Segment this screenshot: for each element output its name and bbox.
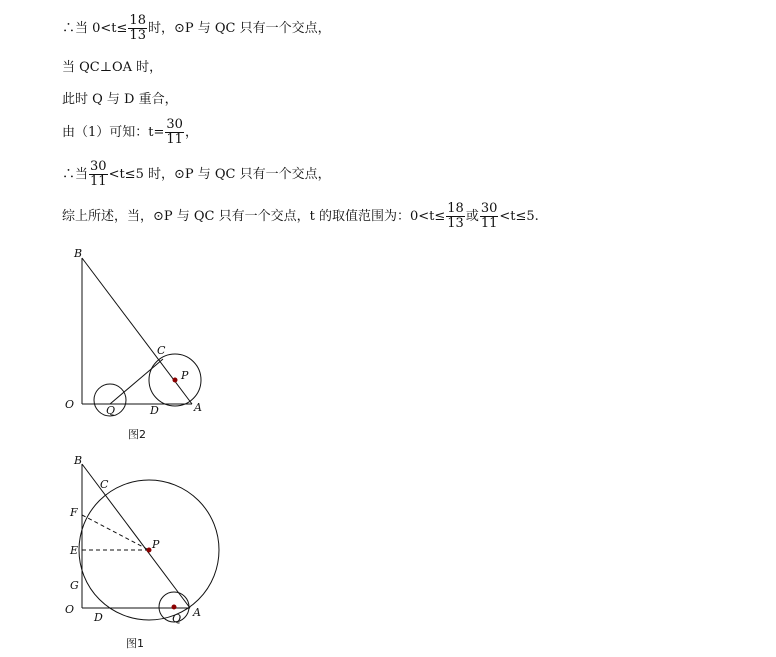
label-c: C: [100, 478, 109, 491]
fraction: $\frac{30}{11}$: [480, 201, 498, 231]
fraction: $\frac{30}{11}$: [166, 117, 183, 147]
figure-2-drawing: [60, 242, 220, 442]
label-q: Q: [106, 404, 116, 417]
label-d: D: [94, 611, 103, 624]
label-b: B: [74, 247, 83, 260]
segment-ab: [82, 464, 190, 608]
fraction: $\frac{18}{13}$: [129, 13, 146, 43]
solution-line-4: 由（1）可知：t= $\frac{30}{11}$ ，: [62, 117, 198, 147]
solution-line-1: ∴当 0<t≤ $\frac{18}{13}$ 时，⊙P 与 QC 只有一个交点，: [62, 13, 331, 43]
segment-fp: [82, 515, 149, 550]
label-p: P: [181, 369, 189, 382]
label-c: C: [157, 344, 166, 357]
figure-1-drawing: [60, 450, 225, 654]
center-p: [173, 378, 178, 383]
fraction: $\frac{18}{13}$: [447, 201, 464, 231]
figure-1-caption: 图1: [126, 637, 144, 650]
center-p: [147, 548, 152, 553]
center-q: [172, 605, 177, 610]
label-d: D: [150, 404, 159, 417]
label-o: O: [65, 603, 75, 616]
label-f: F: [70, 506, 78, 519]
solution-line-3: 此时 Q 与 D 重合，: [62, 92, 178, 107]
label-b: B: [74, 454, 83, 467]
figure-2: [60, 242, 220, 442]
fraction: $\frac{30}{11}$: [90, 159, 107, 189]
label-a: A: [193, 606, 201, 619]
figure-1: [60, 450, 225, 654]
label-e: E: [70, 544, 79, 557]
label-a: A: [194, 401, 202, 414]
solution-line-6: 综上所述，当，⊙P 与 QC 只有一个交点，t 的取值范围为：0<t≤ $\frac{18}{13}$ 或 $\frac{30}{11}$ <t≤5.: [62, 201, 539, 231]
label-p: P: [152, 538, 160, 551]
solution-line-2: 当 QC⊥OA 时，: [62, 60, 163, 75]
solution-line-5: ∴当 $\frac{30}{11}$ <t≤5 时，⊙P 与 QC 只有一个交点，: [62, 159, 331, 189]
label-g: G: [70, 579, 79, 592]
label-o: O: [65, 398, 75, 411]
label-q: Q: [172, 612, 182, 625]
figure-2-caption: 图2: [128, 428, 146, 441]
